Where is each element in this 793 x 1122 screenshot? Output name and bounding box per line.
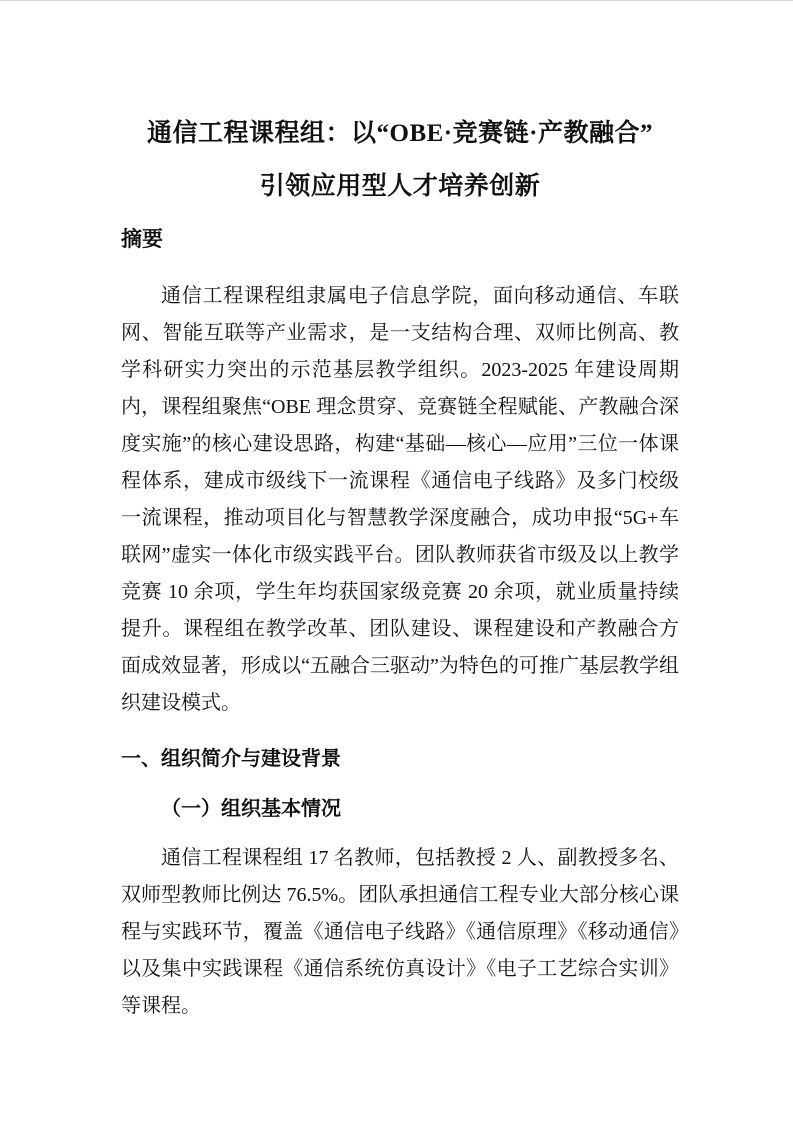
abstract-heading: 摘要 xyxy=(121,227,163,251)
section-1-heading: 一、组织简介与建设背景 xyxy=(121,748,341,770)
subsection-1-1-heading: （一）组织基本情况 xyxy=(161,798,341,820)
title-line-2: 引领应用型人才培养创新 xyxy=(259,173,541,200)
abstract-paragraph: 通信工程课程组隶属电子信息学院，面向移动通信、车联网、智能互联等产业需求，是一支结构合理、双师比例高、教学科研实力突出的示范基层教学组织。2023-2025 年建设周期内，课程组聚焦“OBE 理念贯穿、竞赛链全程赋能、产教融合深度实施”的核心建设思路，构建“基础—核心—应用”三位一体课程体系，建成市级线下一流课程《通信电子线路》及多门校级一流课程，推动项目化与智慧教学深度融合，成功申报“5G+车联网”虚实一体化市级实践平台。团队教师获省市级及以上教学竞赛 10 余项，学生年均获国家级竞赛 20 余项，就业质量持续提升。课程组在教学改革、团队建设、课程建设和产教融合方面成效显著，形成以“五融合三驱动”为特色的可推广基层教学组织建设模式。 xyxy=(121,285,679,714)
document-title xyxy=(121,107,679,213)
org-overview-paragraph: 通信工程课程组 17 名教师，包括教授 2 人、副教授多名、双师型教师比例达 76.5%。团队承担通信工程专业大部分核心课程与实践环节，覆盖《通信电子线路》《通信原理》《移动通信》以及集中实践课程《通信系统仿真设计》《电子工艺综合实训》等课程。 xyxy=(121,847,679,1017)
title-line-1: 通信工程课程组：以“OBE·竞赛链·产教融合” xyxy=(147,120,653,147)
